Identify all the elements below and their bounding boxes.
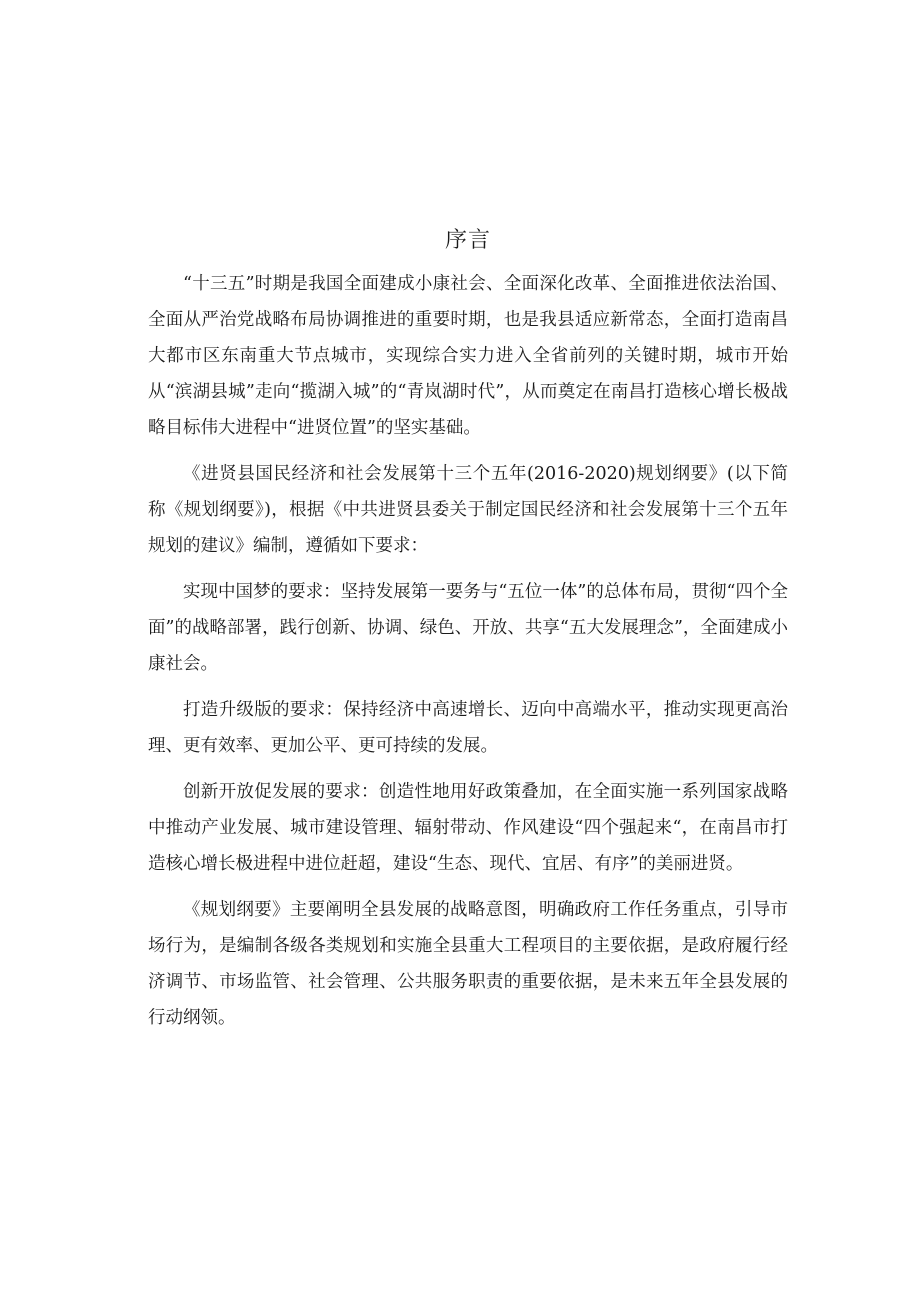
paragraph-5: 创新开放促发展的要求：创造性地用好政策叠加，在全面实施一系列国家战略中推动产业发展、城市建设管理、辐射带动、作风建设“四个强起来“，在南昌市打造核心增长极进程中进位赶超，建设“生态、现代、宜居、有序”的美丽进贤。 [148, 782, 788, 874]
document-title: 序言 [444, 228, 491, 253]
paragraph-1: “十三五”时期是我国全面建成小康社会、全面深化改革、全面推进依法治国、全面从严治党战略布局协调推进的重要时期，也是我县适应新常态，全面打造南昌大都市区东南重大节点城市，实现综合实力进入全省前列的关键时期，城市开始从“滨湖县城”走向“揽湖入城”的“青岚湖时代”，从而奠定在南昌打造核心增长极战略目标伟大进程中“进贤位置”的坚实基础。 [148, 274, 788, 438]
paragraph-3: 实现中国梦的要求：坚持发展第一要务与“五位一体”的总体布局，贯彻“四个全面”的战略部署，践行创新、协调、绿色、开放、共享“五大发展理念”，全面建成小康社会。 [148, 582, 788, 674]
document-page [148, 226, 788, 1036]
paragraph-4: 打造升级版的要求：保持经济中高速增长、迈向中高端水平，推动实现更高治理、更有效率、更加公平、更可持续的发展。 [148, 700, 788, 756]
paragraph-6: 《规划纲要》主要阐明全县发展的战略意图，明确政府工作任务重点，引导市场行为，是编制各级各类规划和实施全县重大工程项目的主要依据，是政府履行经济调节、市场监管、社会管理、公共服务职责的重要依据，是未来五年全县发展的行动纲领。 [148, 900, 788, 1028]
paragraph-2: 《进贤县国民经济和社会发展第十三个五年(2016-2020)规划纲要》(以下简称《规划纲要》)，根据《中共进贤县委关于制定国民经济和社会发展第十三个五年规划的建议》编制，遵循如下要求： [148, 464, 788, 556]
